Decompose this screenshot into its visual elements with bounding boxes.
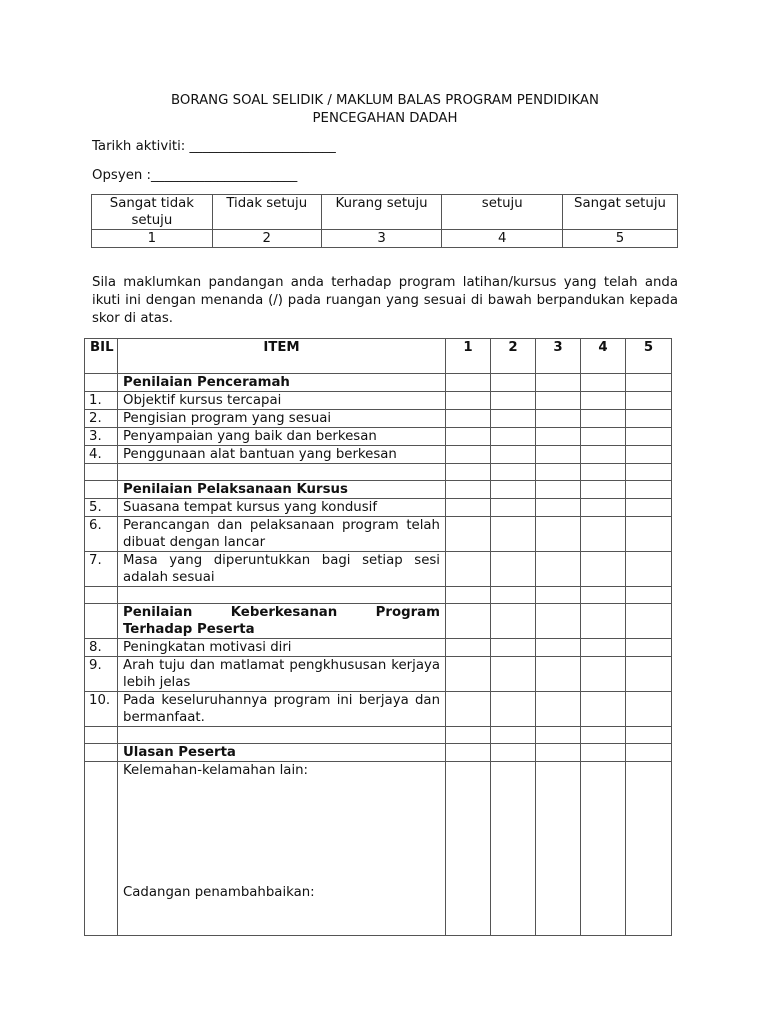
rating-cell[interactable] <box>581 657 626 692</box>
scale-label-1: Sangat tidak setuju <box>92 195 213 230</box>
item-number: 5. <box>85 499 118 517</box>
item-text: Pengisian program yang sesuai <box>118 410 446 428</box>
rating-cell[interactable] <box>536 410 581 428</box>
tarikh-aktiviti-field[interactable]: Tarikh aktiviti: ______________________ <box>92 139 336 154</box>
item-text: Arah tuju dan matlamat pengkhususan kerjaya lebih jelas <box>118 657 446 692</box>
rating-cell[interactable] <box>626 657 672 692</box>
item-text: Objektif kursus tercapai <box>118 392 446 410</box>
section-row <box>85 604 672 639</box>
table-row <box>85 657 672 692</box>
rating-cell[interactable] <box>536 446 581 464</box>
rating-cell[interactable] <box>491 692 536 727</box>
header-score-3: 3 <box>536 339 581 374</box>
section-row <box>85 744 672 762</box>
rating-cell[interactable] <box>491 517 536 552</box>
rating-cell[interactable] <box>491 552 536 587</box>
rating-cell[interactable] <box>581 392 626 410</box>
table-row <box>85 410 672 428</box>
survey-table <box>84 338 672 936</box>
comments-cell[interactable] <box>118 762 446 936</box>
item-number: 7. <box>85 552 118 587</box>
rating-cell[interactable] <box>491 639 536 657</box>
form-title-line-2: PENCEGAHAN DADAH <box>312 111 458 126</box>
header-item: ITEM <box>118 339 446 374</box>
rating-cell[interactable] <box>626 552 672 587</box>
rating-cell[interactable] <box>536 692 581 727</box>
item-number: 3. <box>85 428 118 446</box>
kelemahan-label: Kelemahan-kelamahan lain: <box>123 763 309 778</box>
rating-cell[interactable] <box>536 428 581 446</box>
rating-cell[interactable] <box>536 392 581 410</box>
table-row <box>85 517 672 552</box>
item-text: Penyampaian yang baik dan berkesan <box>118 428 446 446</box>
item-number: 9. <box>85 657 118 692</box>
scale-label-2: Tidak setuju <box>212 195 321 230</box>
section-row <box>85 374 672 392</box>
header-score-5: 5 <box>626 339 672 374</box>
rating-cell[interactable] <box>581 517 626 552</box>
rating-cell[interactable] <box>581 639 626 657</box>
item-number: 1. <box>85 392 118 410</box>
table-row <box>85 428 672 446</box>
item-text: Perancangan dan pelaksanaan program telah dibuat dengan lancar <box>118 517 446 552</box>
section-penilaian-penceramah: Penilaian Penceramah <box>118 374 446 392</box>
table-row <box>85 552 672 587</box>
rating-cell[interactable] <box>536 657 581 692</box>
section-penilaian-keberkesanan: Penilaian Keberkesanan Program Terhadap Peserta <box>118 604 446 639</box>
rating-cell[interactable] <box>536 552 581 587</box>
spacer-row <box>85 587 672 604</box>
table-row <box>85 692 672 727</box>
scale-label-3: Kurang setuju <box>321 195 442 230</box>
rating-cell[interactable] <box>446 517 491 552</box>
item-number: 2. <box>85 410 118 428</box>
rating-cell[interactable] <box>581 499 626 517</box>
comments-row <box>85 762 672 936</box>
rating-cell[interactable] <box>491 499 536 517</box>
cadangan-label: Cadangan penambahbaikan: <box>123 885 315 900</box>
rating-cell[interactable] <box>536 499 581 517</box>
rating-cell[interactable] <box>491 428 536 446</box>
scale-score-1: 1 <box>92 230 213 248</box>
item-number: 6. <box>85 517 118 552</box>
rating-cell[interactable] <box>491 410 536 428</box>
scale-score-3: 3 <box>321 230 442 248</box>
header-score-4: 4 <box>581 339 626 374</box>
rating-cell[interactable] <box>446 692 491 727</box>
rating-cell[interactable] <box>626 517 672 552</box>
rating-cell[interactable] <box>536 517 581 552</box>
section-penilaian-pelaksanaan: Penilaian Pelaksanaan Kursus <box>118 481 446 499</box>
header-score-2: 2 <box>491 339 536 374</box>
item-number: 10. <box>85 692 118 727</box>
scale-label-4: setuju <box>442 195 563 230</box>
scale-score-4: 4 <box>442 230 563 248</box>
rating-cell[interactable] <box>581 428 626 446</box>
section-ulasan-peserta: Ulasan Peserta <box>118 744 446 762</box>
rating-cell[interactable] <box>626 499 672 517</box>
rating-cell[interactable] <box>446 410 491 428</box>
rating-cell[interactable] <box>536 639 581 657</box>
header-bil: BIL <box>85 339 118 374</box>
rating-cell[interactable] <box>491 392 536 410</box>
opsyen-field[interactable]: Opsyen :______________________ <box>92 168 298 183</box>
rating-cell[interactable] <box>626 639 672 657</box>
rating-cell[interactable] <box>491 446 536 464</box>
spacer-row <box>85 727 672 744</box>
rating-cell[interactable] <box>491 657 536 692</box>
rating-cell[interactable] <box>581 410 626 428</box>
scale-score-2: 2 <box>212 230 321 248</box>
item-text: Penggunaan alat bantuan yang berkesan <box>118 446 446 464</box>
table-row <box>85 446 672 464</box>
item-number: 8. <box>85 639 118 657</box>
item-text: Pada keseluruhannya program ini berjaya dan bermanfaat. <box>118 692 446 727</box>
spacer-row <box>85 464 672 481</box>
item-number: 4. <box>85 446 118 464</box>
section-row <box>85 481 672 499</box>
rating-cell[interactable] <box>626 392 672 410</box>
rating-cell[interactable] <box>626 446 672 464</box>
rating-cell[interactable] <box>446 657 491 692</box>
table-row <box>85 499 672 517</box>
form-title-line-1: BORANG SOAL SELIDIK / MAKLUM BALAS PROGRAM PENDIDIKAN <box>171 93 599 108</box>
scale-score-5: 5 <box>563 230 678 248</box>
table-row <box>85 639 672 657</box>
header-score-1: 1 <box>446 339 491 374</box>
item-text: Masa yang diperuntukkan bagi setiap sesi adalah sesuai <box>118 552 446 587</box>
rating-cell[interactable] <box>581 552 626 587</box>
rating-cell[interactable] <box>581 692 626 727</box>
rating-cell[interactable] <box>626 428 672 446</box>
instruction-text: Sila maklumkan pandangan anda terhadap program latihan/kursus yang telah anda ikuti ini dengan menanda (/) pada ruangan yang sesuai di bawah berpandukan kepada skor di atas. <box>92 275 678 326</box>
item-text: Suasana tempat kursus yang kondusif <box>118 499 446 517</box>
header-row <box>85 339 672 374</box>
rating-cell[interactable] <box>581 446 626 464</box>
form-title <box>92 92 678 128</box>
rating-scale-table <box>91 194 678 248</box>
scale-label-5: Sangat setuju <box>563 195 678 230</box>
item-text: Peningkatan motivasi diri <box>118 639 446 657</box>
rating-cell[interactable] <box>446 552 491 587</box>
rating-cell[interactable] <box>626 410 672 428</box>
rating-cell[interactable] <box>446 392 491 410</box>
rating-cell[interactable] <box>626 692 672 727</box>
table-row <box>85 392 672 410</box>
rating-cell[interactable] <box>446 428 491 446</box>
rating-cell[interactable] <box>446 499 491 517</box>
rating-cell[interactable] <box>446 639 491 657</box>
rating-cell[interactable] <box>446 446 491 464</box>
